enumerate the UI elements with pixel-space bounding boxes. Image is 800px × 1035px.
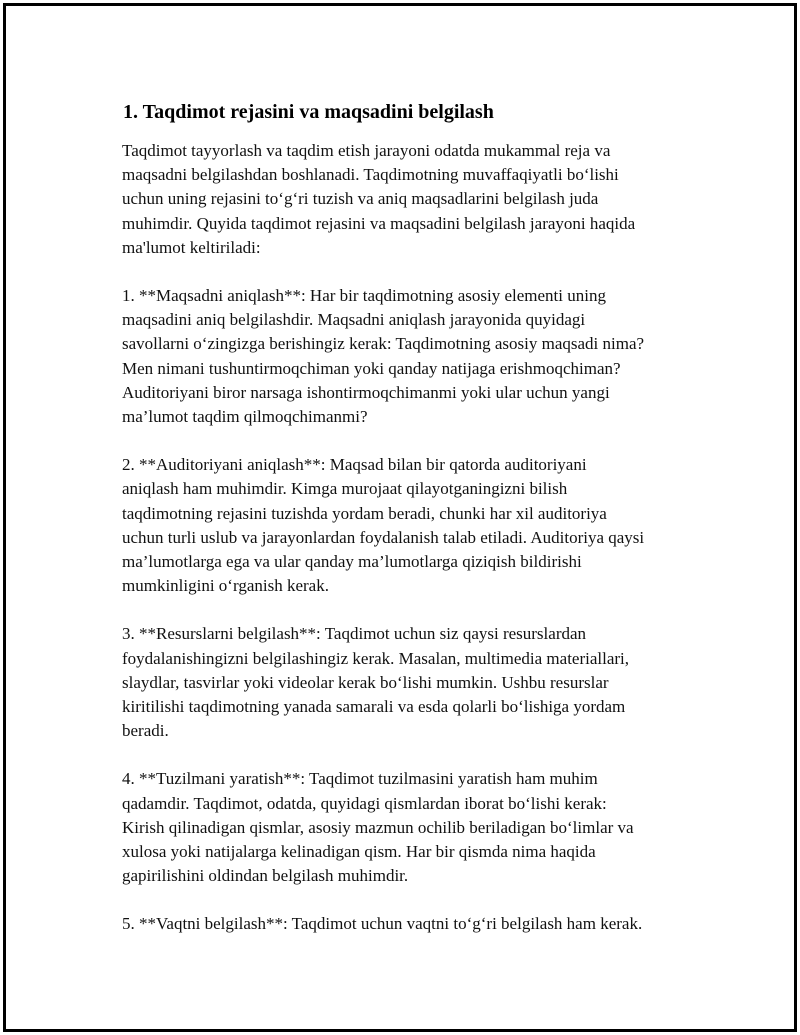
text-line: ma'lumot keltiriladi:	[122, 237, 261, 257]
text-line: 3. **Resurslarni belgilash**: Taqdimot uchun siz qaysi resurslardan	[122, 624, 587, 644]
text-line: beradi.	[122, 721, 169, 741]
document-body	[122, 99, 702, 961]
text-line: 5. **Vaqtni belgilash**: Taqdimot uchun vaqtni to‘g‘ri belgilash ham kerak.	[122, 914, 643, 934]
text-line: Men nimani tushuntirmoqchiman yoki qanday natijaga erishmoqchiman?	[122, 358, 621, 378]
text-line: 4. **Tuzilmani yaratish**: Taqdimot tuzilmasini yaratish ham muhim	[122, 769, 598, 789]
page-frame	[3, 3, 797, 1032]
text-line: mumkinligini o‘rganish kerak.	[122, 576, 329, 596]
text-line: muhimdir. Quyida taqdimot rejasini va maqsadini belgilash jarayoni haqida	[122, 213, 636, 233]
paragraph-item-4	[122, 767, 702, 888]
text-line: Kirish qilinadigan qismlar, asosiy mazmun ochilib beriladigan bo‘limlar va	[122, 817, 634, 837]
text-line: 2. **Auditoriyani aniqlash**: Maqsad bilan bir qatorda auditoriyani	[122, 455, 587, 475]
paragraph-item-2	[122, 453, 702, 598]
text-line: ma’lumot taqdim qilmoqchimanmi?	[122, 407, 368, 427]
paragraph-intro	[122, 139, 702, 260]
section-heading: 1. Taqdimot rejasini va maqsadini belgilash	[123, 101, 494, 123]
text-line: uchun turli uslub va jarayonlardan foydalanish talab etiladi. Auditoriya qaysi	[122, 527, 645, 547]
paragraph-item-3	[122, 622, 702, 743]
text-line: qadamdir. Taqdimot, odatda, quyidagi qismlardan iborat bo‘lishi kerak:	[122, 793, 607, 813]
text-line: kiritilishi taqdimotning yanada samarali va esda qolarli bo‘lishiga yordam	[122, 697, 626, 717]
text-line: maqsadni belgilashdan boshlanadi. Taqdimotning muvaffaqiyatli bo‘lishi	[122, 165, 619, 185]
text-line: Auditoriyani biror narsaga ishontirmoqchimanmi yoki ular uchun yangi	[122, 382, 610, 402]
text-line: slaydlar, tasvirlar yoki videolar kerak bo‘lishi mumkin. Ushbu resurslar	[122, 672, 609, 692]
text-line: aniqlash ham muhimdir. Kimga murojaat qilayotganingizni bilish	[122, 479, 568, 499]
text-line: 1. **Maqsadni aniqlash**: Har bir taqdimotning asosiy elementi uning	[122, 286, 606, 306]
paragraph-item-5	[122, 912, 702, 936]
text-line: ma’lumotlarga ega va ular qanday ma’lumotlarga qiziqish bildirishi	[122, 552, 582, 572]
text-line: xulosa yoki natijalarga kelinadigan qism. Har bir qismda nima haqida	[122, 842, 596, 862]
paragraph-item-1	[122, 284, 702, 429]
text-line: foydalanishingizni belgilashingiz kerak. Masalan, multimedia materiallari,	[122, 648, 630, 668]
text-line: taqdimotning rejasini tuzishda yordam beradi, chunki har xil auditoriya	[122, 503, 607, 523]
text-line: savollarni o‘zingizga berishingiz kerak: Taqdimotning asosiy maqsadi nima?	[122, 334, 645, 354]
text-line: gapirilishini oldindan belgilash muhimdir.	[122, 866, 409, 886]
text-line: uchun uning rejasini to‘g‘ri tuzish va aniq maqsadlarini belgilash juda	[122, 189, 599, 209]
text-line: maqsadini aniq belgilashdir. Maqsadni aniqlash jarayonida quyidagi	[122, 310, 586, 330]
text-line: Taqdimot tayyorlash va taqdim etish jarayoni odatda mukammal reja va	[122, 141, 611, 160]
